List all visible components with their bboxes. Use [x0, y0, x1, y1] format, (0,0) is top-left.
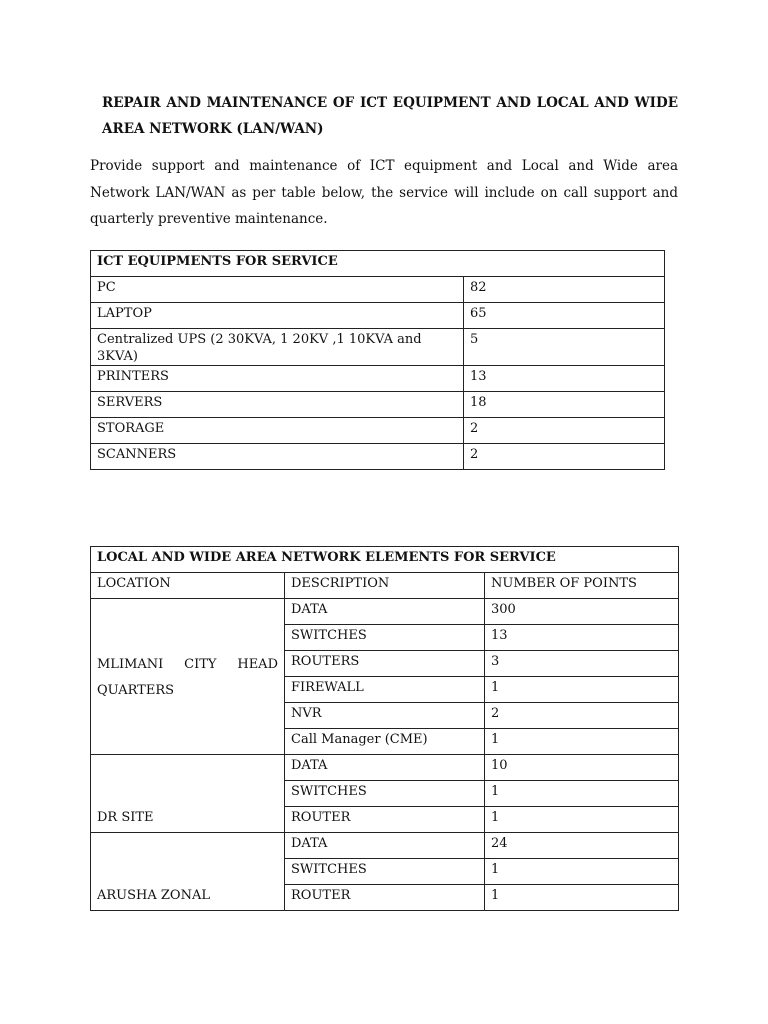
ict-equipment-table [90, 250, 665, 470]
equipment-qty: 65 [464, 303, 665, 329]
equipment-name: Centralized UPS (2 30KVA, 1 20KV ,1 10KVA and 3KVA) [91, 329, 464, 366]
equipment-qty: 13 [464, 366, 665, 392]
element-description: SWITCHES [285, 859, 485, 885]
table-row [91, 303, 665, 329]
element-points: 10 [485, 755, 679, 781]
element-points: 24 [485, 833, 679, 859]
element-points: 1 [485, 885, 679, 911]
location-cell [91, 599, 285, 755]
table-row [91, 329, 665, 366]
element-description: NVR [285, 703, 485, 729]
element-description: SWITCHES [285, 625, 485, 651]
element-points: 1 [485, 677, 679, 703]
element-points: 1 [485, 859, 679, 885]
element-points: 1 [485, 729, 679, 755]
column-header-location: LOCATION [91, 573, 285, 599]
table-row [91, 599, 679, 625]
element-description: DATA [285, 599, 485, 625]
column-header-points: NUMBER OF POINTS [485, 573, 679, 599]
element-points: 2 [485, 703, 679, 729]
equipment-name: LAPTOP [91, 303, 464, 329]
element-description: DATA [285, 833, 485, 859]
location-cell [91, 755, 285, 833]
table-row [91, 277, 665, 303]
element-description: ROUTERS [285, 651, 485, 677]
element-description: DATA [285, 755, 485, 781]
element-points: 1 [485, 807, 679, 833]
element-points: 3 [485, 651, 679, 677]
equipment-qty: 18 [464, 392, 665, 418]
location-cell [91, 833, 285, 911]
element-description: FIREWALL [285, 677, 485, 703]
network-table-title: LOCAL AND WIDE AREA NETWORK ELEMENTS FOR SERVICE [91, 547, 679, 573]
table-row [91, 444, 665, 470]
element-points: 13 [485, 625, 679, 651]
ict-table-title: ICT EQUIPMENTS FOR SERVICE [91, 251, 665, 277]
network-elements-table [90, 546, 679, 911]
location-name: DR SITE [97, 810, 154, 825]
equipment-qty: 2 [464, 418, 665, 444]
equipment-qty: 5 [464, 329, 665, 366]
table-header-row [91, 573, 679, 599]
equipment-name: PRINTERS [91, 366, 464, 392]
element-description: ROUTER [285, 885, 485, 911]
table-title-row [91, 547, 679, 573]
equipment-name: SERVERS [91, 392, 464, 418]
equipment-name: PC [91, 277, 464, 303]
table-row [91, 755, 679, 781]
equipment-qty: 82 [464, 277, 665, 303]
table-row [91, 366, 665, 392]
section-heading: REPAIR AND MAINTENANCE OF ICT EQUIPMENT AND LOCAL AND WIDE AREA NETWORK (LAN/WAN) [102, 95, 678, 137]
intro-paragraph: Provide support and maintenance of ICT equipment and Local and Wide area Network LAN/WAN as per table below, the service will include on call support and quarterly preventive maintenance. [90, 158, 678, 227]
element-points: 300 [485, 599, 679, 625]
location-name: MLIMANI CITY HEAD QUARTERS [97, 656, 278, 698]
element-description: SWITCHES [285, 781, 485, 807]
table-row [91, 833, 679, 859]
equipment-name: SCANNERS [91, 444, 464, 470]
table-row [91, 392, 665, 418]
equipment-qty: 2 [464, 444, 665, 470]
column-header-description: DESCRIPTION [285, 573, 485, 599]
element-description: Call Manager (CME) [285, 729, 485, 755]
table-row [91, 418, 665, 444]
element-points: 1 [485, 781, 679, 807]
equipment-name: STORAGE [91, 418, 464, 444]
element-description: ROUTER [285, 807, 485, 833]
location-name: ARUSHA ZONAL [97, 888, 210, 903]
table-title-row [91, 251, 665, 277]
